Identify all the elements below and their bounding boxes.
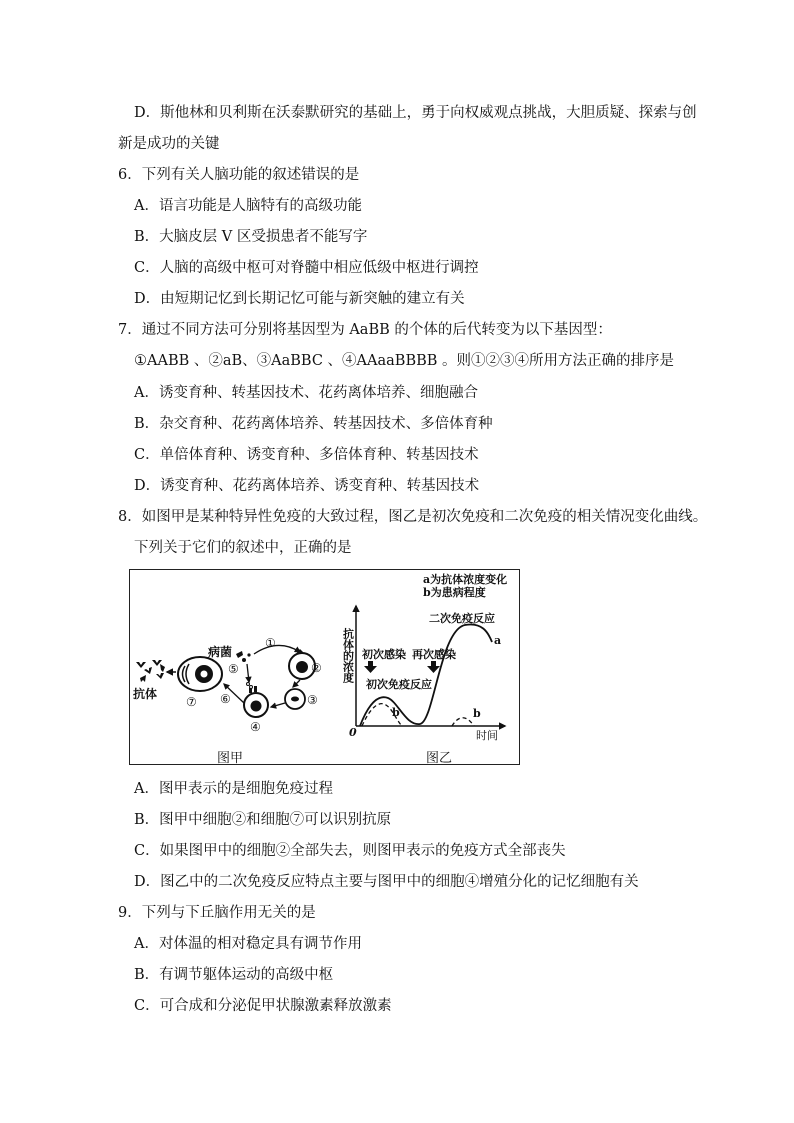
- q9-option-c: C．可合成和分泌促甲状腺激素释放激素: [134, 998, 392, 1014]
- antibody-cluster-icon: [136, 660, 165, 682]
- q7-stem-line1: 7．通过不同方法可分别将基因型为 AaBB 的个体的后代转变为以下基因型：: [118, 322, 612, 338]
- q7-option-b: B．杂交育种、花药离体培养、转基因技术、多倍体育种: [134, 416, 493, 432]
- q8-stem-line1: 8．如图甲是某种特异性免疫的大致过程，图乙是初次免疫和二次免疫的相关情况变化曲线。: [118, 509, 708, 525]
- antibody-label: 抗体: [133, 687, 158, 701]
- plasma-cell-icon: [178, 657, 222, 691]
- marker-6: ⑥: [220, 692, 231, 706]
- q5-option-d-line2: 新是成功的关键: [118, 136, 220, 152]
- marker-4: ④: [250, 720, 261, 734]
- arrow-2-3: [293, 680, 300, 687]
- q6-option-b: B．大脑皮层 V 区受损患者不能写字: [134, 229, 368, 245]
- curve-b-label-1: b: [392, 706, 400, 719]
- figure-right-caption: 图乙: [426, 751, 453, 766]
- q9-stem: 9．下列与下丘脑作用无关的是: [118, 905, 316, 921]
- reinfection-label: 再次感染: [412, 648, 456, 661]
- marker-3: ③: [307, 693, 318, 707]
- q7-stem-line2: ①AABB 、②aB、③AaBBC 、④AAaaBBBB 。则①②③④所用方法正确的排序是: [134, 353, 675, 369]
- cell-3-icon: [285, 689, 305, 709]
- legend-b: b为患病程度: [423, 586, 486, 599]
- pathogen-label: 病菌: [208, 645, 233, 659]
- curve-b-second: [452, 718, 474, 726]
- q9-option-a: A．对体温的相对稳定具有调节作用: [134, 936, 362, 952]
- reinfection-arrow-icon: [427, 661, 440, 673]
- primary-response-label: 初次免疫反应: [366, 678, 432, 691]
- q9-option-b: B．有调节躯体运动的高级中枢: [134, 967, 334, 983]
- lymphokine-icon: [247, 683, 253, 689]
- curve-b-label-2: b: [473, 707, 481, 720]
- q7-option-c: C．单倍体育种、诱变育种、多倍体育种、转基因技术: [134, 447, 479, 463]
- arrow-5: [247, 664, 249, 682]
- marker-2: ②: [311, 661, 322, 675]
- secondary-response-label: 二次免疫反应: [429, 612, 495, 625]
- q6-option-c: C．人脑的高级中枢可对脊髓中相应低级中枢进行调控: [134, 260, 479, 276]
- immune-figure: [129, 569, 520, 765]
- q8-option-c: C．如果图甲中的细胞②全部失去，则图甲表示的免疫方式全部丧失: [134, 843, 566, 859]
- q8-option-b: B．图甲中细胞②和细胞⑦可以识别抗原: [134, 812, 392, 828]
- curve-a-label: a: [494, 634, 502, 647]
- q7-option-d: D．诱变育种、花药离体培养、诱变育种、转基因技术: [134, 478, 480, 494]
- q5-option-d-line1: D．斯他林和贝利斯在沃泰默研究的基础上，勇于向权威观点挑战，大胆质疑、探索与创: [134, 105, 697, 121]
- immune-figure-svg: [130, 570, 521, 766]
- x-axis-label: 时间: [476, 729, 498, 742]
- pathogen-icon: [236, 651, 251, 662]
- cell-4-icon: [244, 686, 268, 717]
- arrow-3-4: [271, 703, 285, 707]
- arrow-1: [254, 645, 300, 654]
- marker-7: ⑦: [186, 695, 197, 709]
- first-infection-label: 初次感染: [362, 648, 406, 661]
- marker-5: ⑤: [228, 662, 239, 676]
- q6-option-d: D．由短期记忆到长期记忆可能与新突触的建立有关: [134, 291, 465, 307]
- legend-a: a为抗体浓度变化: [423, 573, 508, 586]
- figure-left-caption: 图甲: [217, 751, 244, 766]
- y-axis-label: 抗体的浓度: [341, 628, 355, 683]
- q8-option-a: A．图甲表示的是细胞免疫过程: [134, 781, 333, 797]
- origin-label: 0: [349, 726, 357, 739]
- q6-stem: 6．下列有关人脑功能的叙述错误的是: [118, 167, 360, 183]
- marker-1: ①: [265, 636, 276, 650]
- first-infection-arrow-icon: [364, 661, 377, 673]
- q7-option-a: A．诱变育种、转基因技术、花药离体培养、细胞融合: [134, 385, 478, 401]
- q8-stem-line2: 下列关于它们的叙述中，正确的是: [134, 540, 352, 556]
- q6-option-a: A．语言功能是人脑特有的高级功能: [134, 198, 362, 214]
- q8-option-d: D．图乙中的二次免疫反应特点主要与图甲中的细胞④增殖分化的记忆细胞有关: [134, 874, 639, 890]
